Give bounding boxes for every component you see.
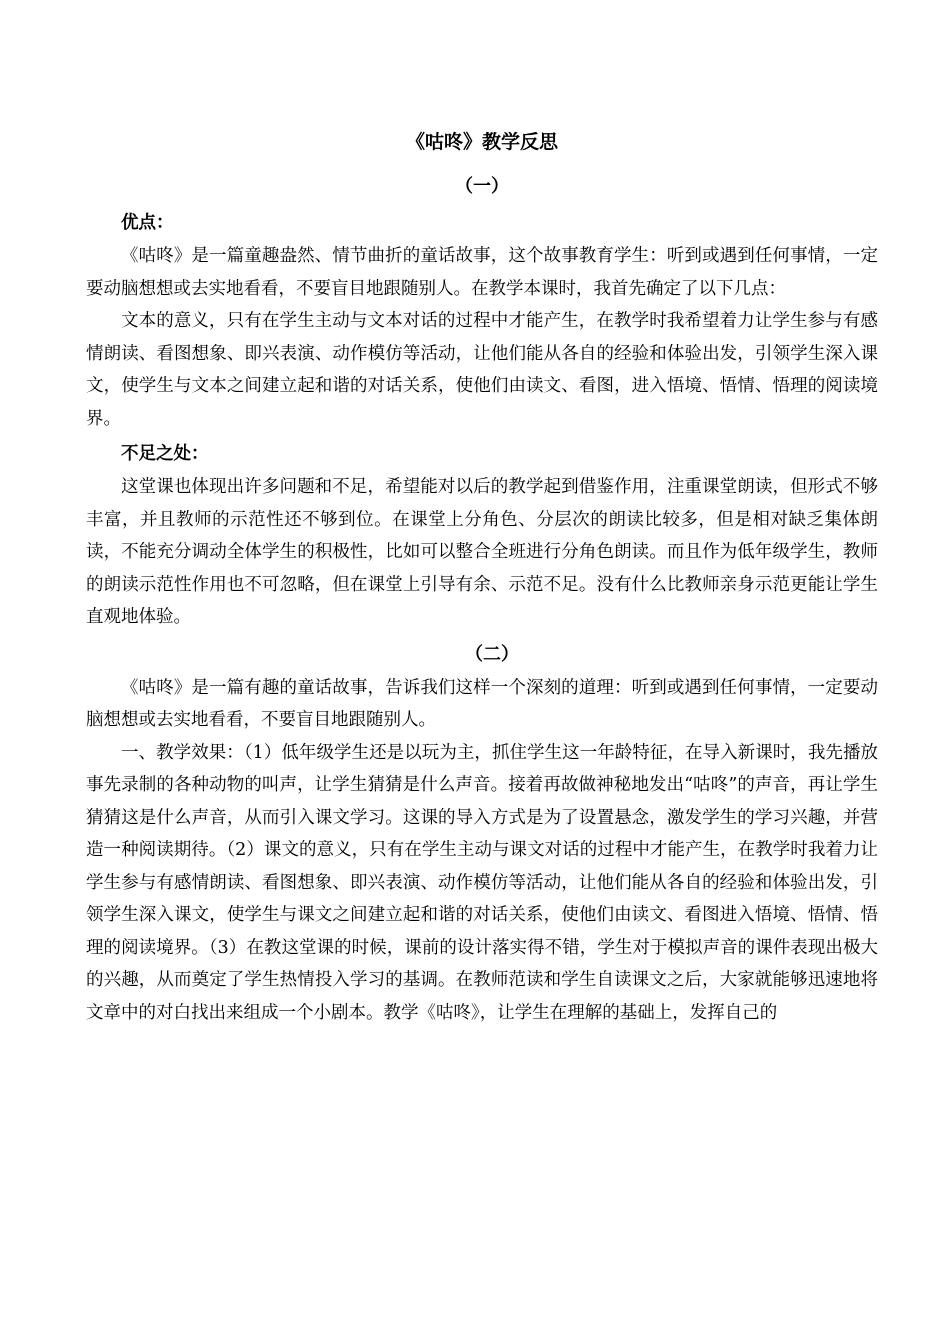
section-two-paragraph-2: 一、教学效果：（1）低年级学生还是以玩为主，抓住学生这一年龄特征，在导入新课时，我先播放事先录制的各种动物的叫声，让学生猜猜是什么声音。接着再故做神秘地发出“咕咚”的声音，再让学生猜猜这是什么声音，从而引入课文学习。这课的导入方式是为了设置悬念，激发学生的学习兴趣，并营造一种阅读期待。（2）课文的意义，只有在学生主动与课文对话的过程中才能产生，在教学时我着力让学生参与有感情朗读、看图想象、即兴表演、动作模仿等活动，让他们能从各自的经验和体验出发，引领学生深入课文，使学生与课文之间建立起和谐的对话关系，使他们由读文、看图进入悟境、悟情、悟理的阅读境界。（3）在教这堂课的时候，课前的设计落实得不错，学生对于模拟声音的课件表现出极大的兴趣，从而奠定了学生热情投入学习的基调。在教师范读和学生自读课文之后，大家就能够迅速地将文章中的对白找出来组成一个小剧本。教学《咕咚》，让学生在理解的基础上，发挥自己的 xyxy=(86,742,878,1023)
advantages-label: 优点： xyxy=(121,213,174,233)
section-heading-two: （二） xyxy=(465,643,519,665)
document-page xyxy=(86,124,878,1029)
advantages-paragraph-1: 《咕咚》是一篇童趣盎然、情节曲折的童话故事，这个故事教育学生：听到或遇到任何事情，一定要动脑想想或去实地看看，不要盲目地跟随别人。在教学本课时，我首先确定了以下几点： xyxy=(86,246,878,299)
shortcomings-label: 不足之处： xyxy=(121,444,209,464)
section-two-paragraph-1: 《咕咚》是一篇有趣的童话故事，告诉我们这样一个深刻的道理：听到或遇到任何事情，一定要动脑想想或去实地看看，不要盲目地跟随别人。 xyxy=(86,677,878,730)
section-heading-one: （一） xyxy=(455,176,509,197)
advantages-paragraph-2: 文本的意义，只有在学生主动与文本对话的过程中才能产生，在教学时我希望着力让学生参与有感情朗读、看图想象、即兴表演、动作模仿等活动，让他们能从各自的经验和体验出发，引领学生深入课文，使学生与文本之间建立起和谐的对话关系，使他们由读文、看图，进入悟境、悟情、悟理的阅读境界。 xyxy=(86,311,878,429)
document-title: 《咕咚》教学反思 xyxy=(405,131,558,153)
shortcomings-paragraph-1: 这堂课也体现出许多问题和不足，希望能对以后的教学起到借鉴作用，注重课堂朗读，但形式不够丰富，并且教师的示范性还不够到位。在课堂上分角色、分层次的朗读比较多，但是相对缺乏集体朗读，不能充分调动全体学生的积极性，比如可以整合全班进行分角色朗读。而且作为低年级学生，教师的朗读示范性作用也不可忽略，但在课堂上引导有余、示范不足。没有什么比教师亲身示范更能让学生直观地体验。 xyxy=(86,477,878,627)
